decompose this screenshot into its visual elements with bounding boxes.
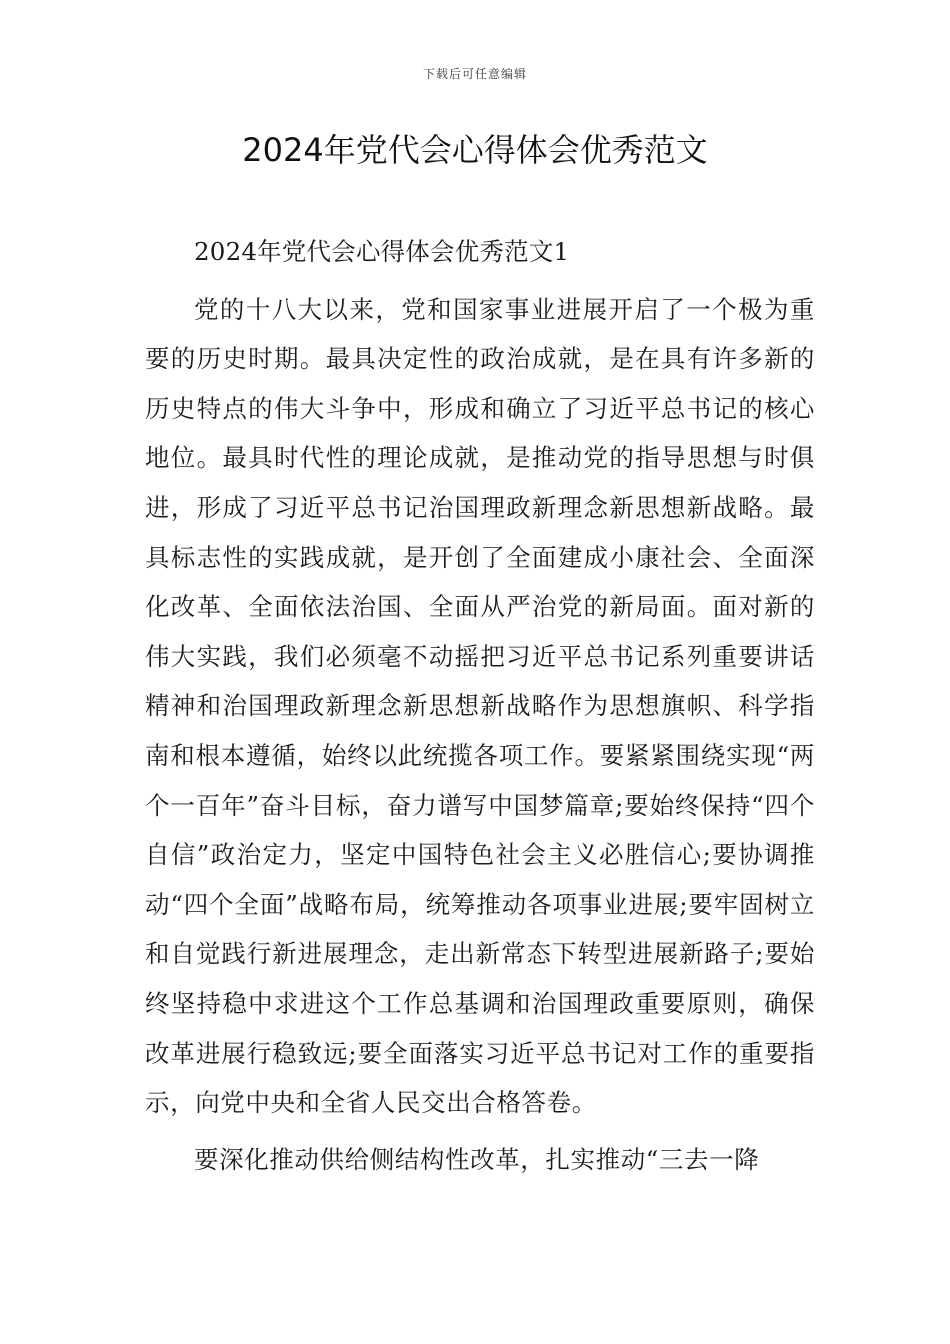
section-subtitle: 2024年党代会心得体会优秀范文1 [194,237,570,266]
document-body [145,227,815,1191]
document-title: 2024年党代会心得体会优秀范文 [242,131,708,169]
paragraph-1: 党的十八大以来，党和国家事业进展开启了一个极为重要的历史时期。最具决定性的政治成就，是在具有许多新的历史特点的伟大斗争中，形成和确立了习近平总书记的核心地位。最具时代性的理论成就，是推动党的指导思想与时俱进，形成了习近平总书记治国理政新理念新思想新战略。最具标志性的实践成就，是开创了全面建成小康社会、全面深化改革、全面依法治国、全面从严治党的新局面。面对新的伟大实践，我们必须毫不动摇把习近平总书记系列重要讲话精神和治国理政新理念新思想新战略作为思想旗帜、科学指南和根本遵循，始终以此统揽各项工作。要紧紧围绕实现“两个一百年”奋斗目标，奋力谱写中国梦篇章;要始终保持“四个自信”政治定力，坚定中国特色社会主义必胜信心;要协调推动“四个全面”战略布局，统筹推动各项事业进展;要牢固树立和自觉践行新进展理念，走出新常态下转型进展新路子;要始终坚持稳中求进这个工作总基调和治国理政重要原则，确保改革进展行稳致远;要全面落实习近平总书记对工作的重要指示，向党中央和全省人民交出合格答卷。 [145,294,815,1118]
paragraph-2: 要深化推动供给侧结构性改革，扎实推动“三去一降 [194,1144,760,1174]
header-note: 下载后可任意编辑 [422,67,527,81]
